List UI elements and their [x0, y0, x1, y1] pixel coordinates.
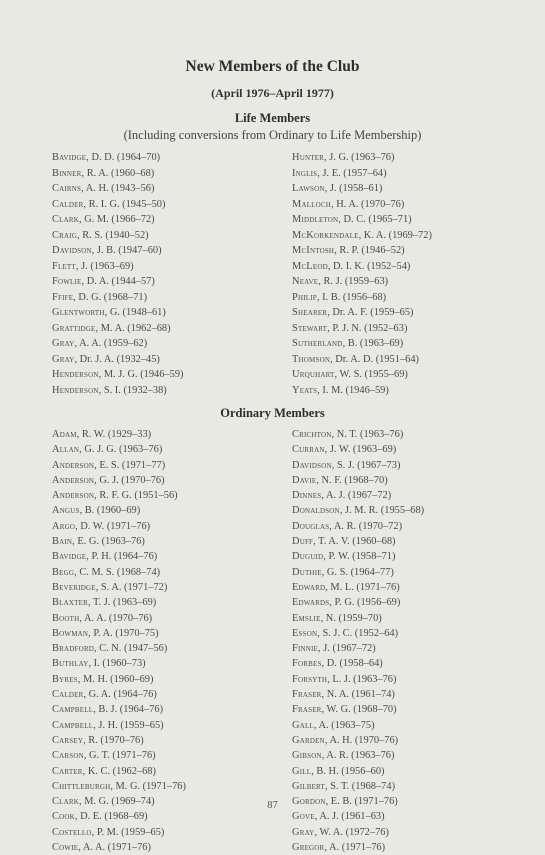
member-surname: Calder: [52, 198, 84, 210]
member-entry: [292, 150, 432, 166]
member-details: , I. B. (1956–68): [316, 291, 387, 303]
member-entry: [292, 458, 424, 473]
member-details: , J. E. (1957–64): [317, 167, 387, 179]
member-surname: Philip: [292, 291, 317, 303]
member-surname: Argo: [52, 520, 76, 532]
member-details: , J. B. (1947–60): [91, 245, 162, 256]
member-details: , W. G. (1968–70): [321, 704, 397, 716]
member-surname: Davidson: [292, 459, 332, 471]
member-entry: [292, 383, 432, 399]
member-details: , G. M. (1966–72): [79, 214, 155, 225]
member-details: , M. A. (1962–68): [95, 322, 171, 334]
member-surname: Gray: [292, 826, 315, 838]
member-entry: [52, 611, 186, 626]
member-details: , J. (1958–61): [324, 183, 383, 194]
member-entry: [52, 181, 184, 197]
member-entry: [292, 305, 432, 321]
member-surname: Douglas: [292, 520, 330, 532]
member-entry: [292, 274, 432, 290]
member-details: , T. J. (1963–69): [87, 597, 157, 609]
member-surname: Booth: [52, 612, 80, 624]
member-entry: [292, 733, 424, 748]
member-surname: Stewart: [292, 322, 328, 334]
member-details: , S. T. (1968–74): [324, 780, 396, 792]
member-entry: [52, 383, 184, 399]
member-details: , S. J. C. (1952–64): [317, 627, 399, 639]
member-entry: [52, 825, 186, 840]
member-surname: Chittleburgh: [52, 780, 111, 792]
member-details: , J. H. (1959–65): [93, 719, 164, 731]
member-details: , D. D. (1964–70): [86, 152, 161, 163]
member-surname: Gove: [292, 811, 315, 823]
member-surname: Bavidge: [52, 551, 87, 563]
member-details: , E. G. (1963–76): [72, 536, 145, 548]
member-surname: Duff: [292, 536, 314, 548]
member-surname: Bavidge: [52, 152, 87, 163]
member-surname: Gray: [52, 353, 75, 365]
member-surname: Anderson: [52, 474, 95, 486]
member-details: , S. J. (1967–73): [331, 459, 401, 471]
member-details: , S. I. (1932–38): [98, 384, 167, 396]
member-entry: [52, 748, 186, 763]
member-details: , A. J. (1961–63): [314, 811, 385, 823]
member-details: , D. (1958–64): [321, 658, 383, 670]
member-surname: Thomson: [292, 353, 331, 365]
member-surname: Fowlie: [52, 276, 82, 287]
member-surname: Carter: [52, 765, 83, 777]
member-surname: Dinnes: [292, 490, 322, 502]
member-details: , A. H. (1943–56): [81, 183, 155, 194]
member-surname: Gill: [292, 765, 312, 777]
member-entry: [292, 442, 424, 457]
member-entry: [52, 243, 184, 259]
member-surname: Ffife: [52, 291, 74, 303]
member-surname: McIntosh: [292, 245, 335, 256]
member-entry: [292, 595, 424, 610]
member-surname: Cairns: [52, 183, 82, 194]
member-surname: Curran: [292, 444, 325, 456]
member-surname: Henderson: [52, 384, 99, 396]
member-entry: [52, 809, 186, 824]
member-surname: Calder: [52, 689, 84, 701]
member-entry: [292, 779, 424, 794]
member-surname: Forsyth: [292, 673, 328, 685]
member-surname: Emslie: [292, 612, 321, 624]
member-entry: [52, 641, 186, 656]
member-surname: Bain: [52, 536, 73, 548]
member-entry: [52, 840, 186, 855]
ordinary-members-left-column: [52, 427, 186, 855]
member-details: , Dr. J. A. (1932–45): [74, 353, 160, 365]
member-entry: [52, 427, 186, 442]
member-surname: Gregor: [292, 842, 325, 854]
member-surname: Gibson: [292, 750, 322, 762]
member-entry: [52, 336, 184, 352]
member-entry: [292, 534, 424, 549]
member-details: , A. R. (1963–76): [321, 750, 395, 762]
member-details: , T. A. V. (1960–68): [313, 536, 396, 548]
member-surname: Adam: [52, 429, 77, 440]
member-surname: Finnie: [292, 643, 319, 655]
member-entry: [292, 166, 432, 182]
member-entry: [52, 534, 186, 549]
member-entry: [52, 290, 184, 306]
member-details: , A. A. (1970–76): [79, 612, 153, 624]
member-details: , G. S. (1964–77): [321, 566, 394, 578]
member-surname: McLeod: [292, 260, 328, 272]
member-details: , C. N. (1947–56): [93, 643, 168, 655]
member-details: , B. J. (1964–76): [93, 704, 164, 716]
page-subtitle-period: (April 1976–April 1977): [211, 86, 334, 100]
member-details: , R. F. G. (1951–56): [94, 490, 178, 502]
member-entry: [292, 503, 424, 518]
member-details: , R. I. G. (1945–50): [83, 198, 166, 210]
member-entry: [292, 290, 432, 306]
member-details: , R. J. (1959–63): [318, 276, 389, 287]
member-surname: Inglis: [292, 167, 318, 179]
member-entry: [292, 748, 424, 763]
member-details: , G. A. (1964–76): [83, 689, 157, 701]
member-details: , A. J. (1967–72): [321, 490, 392, 502]
member-surname: Flett: [52, 260, 76, 272]
member-entry: [52, 473, 186, 488]
member-surname: Campbell: [52, 719, 94, 731]
member-surname: Esson: [292, 627, 318, 639]
member-surname: Anderson: [52, 490, 95, 502]
member-surname: Angus: [52, 505, 80, 517]
member-details: , J. (1967–72): [318, 643, 376, 655]
member-details: , G. T. (1971–76): [83, 750, 156, 762]
member-entry: [292, 473, 424, 488]
member-entry: [52, 488, 186, 503]
member-details: , P. M. (1959–65): [91, 826, 165, 838]
member-entry: [292, 565, 424, 580]
member-details: , R. S. (1940–52): [77, 229, 149, 241]
member-entry: [52, 305, 184, 321]
page-number: 87: [267, 800, 278, 811]
member-surname: Gordon: [292, 796, 326, 808]
member-details: , Dr. A. F. (1959–65): [327, 307, 414, 318]
member-entry: [52, 549, 186, 564]
member-details: , E. B. (1971–76): [325, 796, 398, 808]
member-surname: Gall: [292, 719, 314, 731]
member-surname: Garden: [292, 734, 325, 746]
member-entry: [292, 181, 432, 197]
member-details: , R. W. (1929–33): [76, 429, 152, 440]
member-surname: Forbes: [292, 658, 322, 670]
member-details: , D. I. K. (1952–54): [327, 260, 411, 272]
member-entry: [52, 626, 186, 641]
member-details: , A. A. (1959–62): [74, 338, 148, 349]
member-entry: [52, 764, 186, 779]
member-surname: Blaxter: [52, 597, 88, 609]
member-surname: Cook: [52, 811, 75, 823]
member-details: , J. (1963–69): [75, 260, 134, 272]
member-details: , A. R. (1970–72): [329, 520, 403, 532]
member-surname: Middleton: [292, 214, 339, 225]
member-entry: [52, 565, 186, 580]
ordinary-members-right-column: [292, 427, 424, 855]
member-details: , P. A. (1970–75): [88, 627, 159, 639]
member-details: , P. G. (1956–69): [329, 597, 401, 609]
member-surname: Davie: [292, 474, 317, 486]
member-details: , N. A. (1961–74): [321, 689, 395, 701]
ordinary-members-heading: Ordinary Members: [220, 406, 325, 420]
member-surname: Edwards: [292, 597, 330, 609]
member-entry: [52, 212, 184, 228]
member-surname: Donaldson: [292, 505, 340, 517]
member-entry: [52, 733, 186, 748]
member-surname: Bradford: [52, 643, 94, 655]
member-surname: Duguid: [292, 551, 324, 563]
member-surname: Begg: [52, 566, 75, 578]
member-entry: [52, 580, 186, 595]
member-details: , R. P. (1946–52): [334, 245, 405, 256]
member-entry: [292, 809, 424, 824]
member-entry: [52, 150, 184, 166]
member-entry: [52, 519, 186, 534]
member-surname: Binner: [52, 167, 82, 179]
member-surname: Clark: [52, 796, 79, 808]
member-entry: [52, 595, 186, 610]
member-entry: [292, 321, 432, 337]
member-details: , M. G. (1969–74): [79, 796, 155, 808]
member-surname: Crichton: [292, 429, 332, 440]
member-surname: Lawson: [292, 183, 325, 194]
member-entry: [292, 549, 424, 564]
member-surname: Byres: [52, 673, 78, 685]
member-details: , M. G. (1971–76): [110, 780, 186, 792]
member-entry: [292, 825, 424, 840]
member-details: , A. H. (1970–76): [324, 734, 399, 746]
member-details: , A. (1963–75): [313, 719, 375, 731]
member-surname: McKorkendale: [292, 229, 359, 241]
member-surname: Bowman: [52, 627, 89, 639]
member-surname: Carson: [52, 750, 84, 762]
member-entry: [292, 687, 424, 702]
member-details: , J. M. R. (1955–68): [339, 505, 425, 517]
member-entry: [292, 702, 424, 717]
member-details: , C. M. S. (1968–74): [74, 566, 161, 578]
member-surname: Gray: [52, 338, 75, 349]
member-surname: Beveridge: [52, 581, 96, 593]
member-details: , D. C. (1965–71): [338, 214, 412, 225]
member-entry: [292, 611, 424, 626]
member-surname: Urquhart: [292, 369, 335, 380]
member-details: , D. W. (1971–76): [75, 520, 151, 532]
member-entry: [52, 656, 186, 671]
member-entry: [52, 259, 184, 275]
member-entry: [52, 702, 186, 717]
member-entry: [52, 228, 184, 244]
member-entry: [292, 840, 424, 855]
member-entry: [52, 197, 184, 213]
member-entry: [292, 672, 424, 687]
member-entry: [52, 352, 184, 368]
member-entry: [292, 626, 424, 641]
member-entry: [292, 336, 432, 352]
member-surname: Craig: [52, 229, 78, 241]
member-details: , M. H. (1960–69): [77, 673, 154, 685]
member-details: , H. A. (1970–76): [331, 198, 405, 210]
member-details: , M. J. G. (1946–59): [98, 369, 184, 380]
member-details: , J. G. (1963–76): [324, 152, 395, 163]
member-details: , P. W. (1958–71): [323, 551, 396, 563]
member-surname: Grattidge: [52, 322, 96, 334]
member-entry: [52, 672, 186, 687]
member-details: , W. A. (1972–76): [314, 826, 389, 838]
member-details: , N. T. (1963–76): [331, 429, 404, 440]
member-details: , R. (1970–76): [83, 734, 144, 746]
member-surname: Anderson: [52, 459, 95, 471]
member-surname: Glentworth: [52, 307, 105, 318]
member-details: , N. F. (1968–70): [316, 474, 388, 486]
member-details: , E. S. (1971–77): [94, 459, 166, 471]
member-details: , J. W. (1963–69): [324, 444, 397, 456]
member-surname: Fraser: [292, 689, 322, 701]
member-surname: Gilbert: [292, 780, 325, 792]
member-entry: [52, 367, 184, 383]
member-details: , D. G. (1968–71): [73, 291, 148, 303]
member-surname: Costello: [52, 826, 92, 838]
member-entry: [292, 718, 424, 733]
member-details: , G. (1948–61): [104, 307, 166, 318]
member-surname: Davidson: [52, 245, 92, 256]
member-details: , I. M. (1946–59): [317, 384, 389, 396]
member-entry: [52, 458, 186, 473]
member-surname: Campbell: [52, 704, 94, 716]
member-entry: [52, 503, 186, 518]
member-details: , A. A. (1971–76): [78, 842, 151, 854]
member-surname: Yeats: [292, 384, 318, 396]
member-entry: [292, 259, 432, 275]
member-surname: Neave: [292, 276, 319, 287]
life-members-right-column: [292, 150, 432, 398]
member-entry: [292, 488, 424, 503]
member-entry: [292, 197, 432, 213]
member-surname: Sutherland: [292, 338, 343, 349]
member-surname: Edward: [292, 581, 326, 593]
member-surname: Fraser: [292, 704, 322, 716]
member-details: , W. S. (1955–69): [334, 369, 408, 380]
member-details: , K. C. (1962–68): [82, 765, 156, 777]
life-members-heading: Life Members: [234, 111, 311, 125]
page-title: New Members of the Club: [185, 58, 360, 75]
member-surname: Buthlay: [52, 658, 89, 670]
member-details: , K. A. (1969–72): [358, 229, 432, 241]
member-surname: Cowie: [52, 842, 79, 854]
member-details: , S. A. (1971–72): [95, 581, 168, 593]
member-entry: [52, 166, 184, 182]
member-details: , G. J. (1970–76): [94, 474, 165, 486]
member-details: , I. (1960–73): [88, 658, 146, 670]
member-details: , G. J. G. (1963–76): [79, 444, 163, 456]
member-entry: [52, 274, 184, 290]
member-surname: Henderson: [52, 369, 99, 380]
member-details: , Dr. A. D. (1951–64): [330, 353, 419, 365]
member-details: , D. A. (1944–57): [81, 276, 155, 287]
life-members-note: (Including conversions from Ordinary to Life Membership): [123, 128, 422, 142]
member-surname: Clark: [52, 214, 79, 225]
member-entry: [292, 212, 432, 228]
member-surname: Hunter: [292, 152, 325, 163]
member-entry: [292, 580, 424, 595]
member-details: , L. J. (1963–76): [327, 673, 397, 685]
member-entry: [52, 442, 186, 457]
member-details: , R. A. (1960–68): [81, 167, 155, 179]
member-details: , P. H. (1964–76): [86, 551, 158, 563]
member-entry: [292, 641, 424, 656]
member-details: , B. (1963–69): [342, 338, 404, 349]
member-details: , M. L. (1971–76): [325, 581, 400, 593]
member-details: , D. E. (1968–69): [74, 811, 148, 823]
member-entry: [52, 718, 186, 733]
member-entry: [52, 779, 186, 794]
member-entry: [292, 427, 424, 442]
member-entry: [292, 367, 432, 383]
member-surname: Carsey: [52, 734, 84, 746]
member-entry: [292, 764, 424, 779]
member-details: , B. (1960–69): [79, 505, 141, 517]
member-details: , N. (1959–70): [320, 612, 382, 624]
member-details: , B. H. (1956–60): [311, 765, 385, 777]
member-entry: [292, 656, 424, 671]
member-surname: Shearer: [292, 307, 328, 318]
member-entry: [292, 352, 432, 368]
member-details: , P. J. N. (1952–63): [327, 322, 408, 334]
member-surname: Allan: [52, 444, 80, 456]
member-entry: [52, 687, 186, 702]
member-entry: [292, 228, 432, 244]
member-surname: Malloch: [292, 198, 332, 210]
member-entry: [292, 243, 432, 259]
member-entry: [52, 321, 184, 337]
member-surname: Duthie: [292, 566, 322, 578]
member-entry: [292, 519, 424, 534]
life-members-left-column: [52, 150, 184, 398]
member-details: , A. (1971–76): [324, 842, 386, 854]
